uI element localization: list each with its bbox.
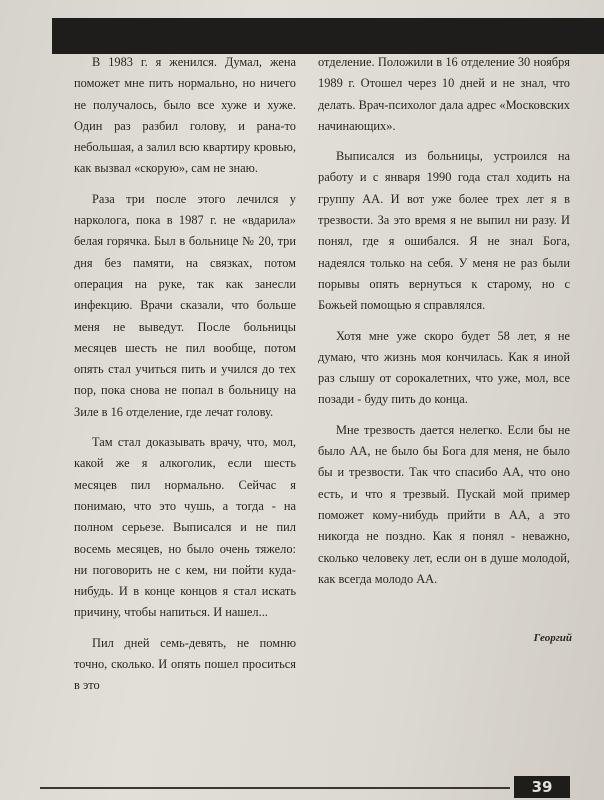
- paragraph: Там стал доказывать врачу, что, мол, какой же я алкоголик, если шесть месяцев пил нормально. Сейчас я понимаю, что это чушь, а тогда - на полном серьезе. Выписался и не пил восемь месяцев, но было очень тяжело: ни поговорить не с кем, ни пойти куда-нибудь. И в конце концов я стал искать причину, чтобы напиться. И нашел...: [74, 435, 296, 620]
- author-signature: Георгий: [533, 632, 572, 644]
- footer-rule: [40, 787, 510, 789]
- paragraph: Хотя мне уже скоро будет 58 лет, я не думаю, что жизнь моя кончилась. Как я иной раз слышу от сорокалетних, что уже, мол, все позади - буду пить до конца.: [318, 328, 570, 407]
- paragraph: Раза три после этого лечился у нарколога, пока в 1987 г. не «вдарила» белая горячка. Был в больнице № 20, три дня без памяти, на связках, потом операция на руке, так как занесли инфекцию. Врачи сказали, что больше меня не выведут. После больницы месяцев шесть не пил вообще, потом опять стал учиться пить и учился до тех пор, пока снова не попал в больницу на Зиле в 16 отделение, где лечат голову.: [74, 191, 296, 419]
- paragraph: Выписался из больницы, устроился на работу и с января 1990 года стал ходить на группу АА. И вот уже более трех лет я в трезвости. За это время я не выпил ни разу. И понял, где я ошибался. Я не знал Бога, надеялся только на себя. У меня не раз были порывы опять вернуться к старому, но с Божьей помощью я справлялся.: [318, 149, 570, 313]
- page-number: 39: [514, 776, 570, 798]
- paragraph: Пил дней семь-девять, не помню точно, сколько. И опять пошел проситься в это: [74, 635, 296, 693]
- paragraph: В 1983 г. я женился. Думал, жена поможет мне пить нормально, но ничего не получалось, было все хуже и хуже. Один раз разбил голову, и рана-то небольшая, а залил всю квартиру кровью, как вызвал «скорую», сам не знаю.: [74, 55, 296, 176]
- left-column: [74, 52, 296, 706]
- header-bar: [52, 18, 604, 54]
- paragraph: отделение. Положили в 16 отделение 30 ноября 1989 г. Отошел через 10 дней и не знал, что делать. Врач-психолог дала адрес «Московских начинающих».: [318, 55, 570, 133]
- right-column: [318, 52, 570, 599]
- paragraph: Мне трезвость дается нелегко. Если бы не было АА, не было бы Бога для меня, не было бы и трезвости. Так что спасибо АА, что оно есть, и что я трезвый. Пускай мой пример поможет кому-нибудь прийти в АА, а это никогда не поздно. Как я понял - неважно, сколько человеку лет, если он в душе молодой, как всегда молодо АА.: [318, 422, 570, 586]
